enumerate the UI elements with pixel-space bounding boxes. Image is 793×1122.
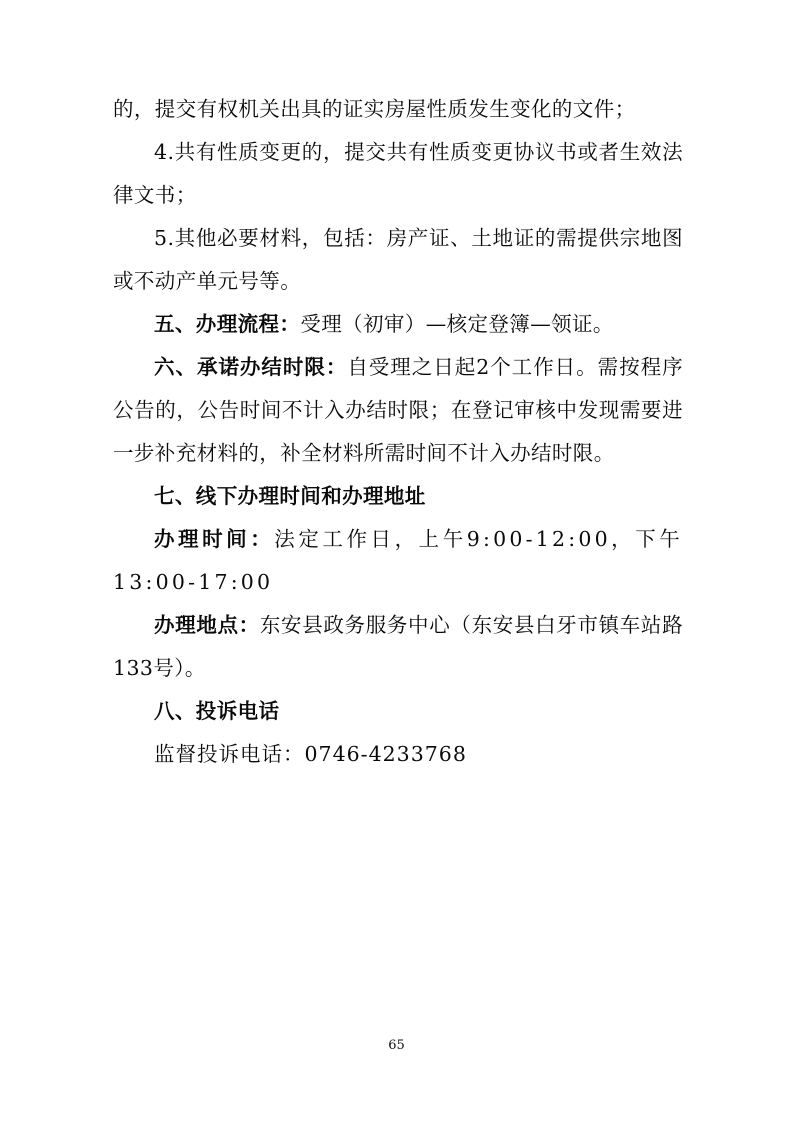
office-hours-value: 法定工作日，上午9:00-12:00，下午13:00-17:00: [113, 527, 683, 594]
paragraph-text: 的，提交有权机关出具的证实房屋性质发生变化的文件；: [113, 97, 636, 121]
section-heading: 八、投诉电话: [154, 699, 280, 723]
document-body: [113, 88, 683, 776]
complaint-phone: [113, 733, 683, 776]
office-hours-label: 办理时间：: [154, 527, 275, 551]
complaint-phone-text: 监督投诉电话：0746-4233768: [154, 742, 467, 766]
paragraph-continuation: [113, 88, 683, 131]
office-hours: [113, 518, 683, 604]
office-address-value: 东安县政务服务中心（东安县白牙市镇车站路133号）。: [113, 613, 684, 680]
paragraph-item-4: [113, 131, 683, 217]
section-six-deadline: [113, 346, 683, 475]
section-heading: 五、办理流程：: [154, 312, 301, 336]
paragraph-text: 4.共有性质变更的，提交共有性质变更协议书或者生效法律文书；: [113, 140, 683, 207]
paragraph-text: 5.其他必要材料，包括：房产证、土地证的需提供宗地图或不动产单元号等。: [113, 226, 683, 293]
office-address: [113, 604, 683, 690]
paragraph-item-5: [113, 217, 683, 303]
office-address-label: 办理地点：: [154, 613, 260, 637]
section-heading: 六、承诺办结时限：: [154, 355, 348, 379]
section-seven-time-address: [113, 475, 683, 518]
paragraph-text: 自受理之日起2个工作日。需按程序公告的，公告时间不计入办结时限；在登记审核中发现需要进一步补充材料的，补全材料所需时间不计入办结时限。: [113, 355, 683, 465]
section-heading: 七、线下办理时间和办理地址: [154, 484, 426, 508]
page-number: 65: [388, 1038, 405, 1053]
section-eight-complaint: [113, 690, 683, 733]
section-five-process: [113, 303, 683, 346]
paragraph-text: 受理（初审）—核定登簿—领证。: [300, 312, 614, 336]
